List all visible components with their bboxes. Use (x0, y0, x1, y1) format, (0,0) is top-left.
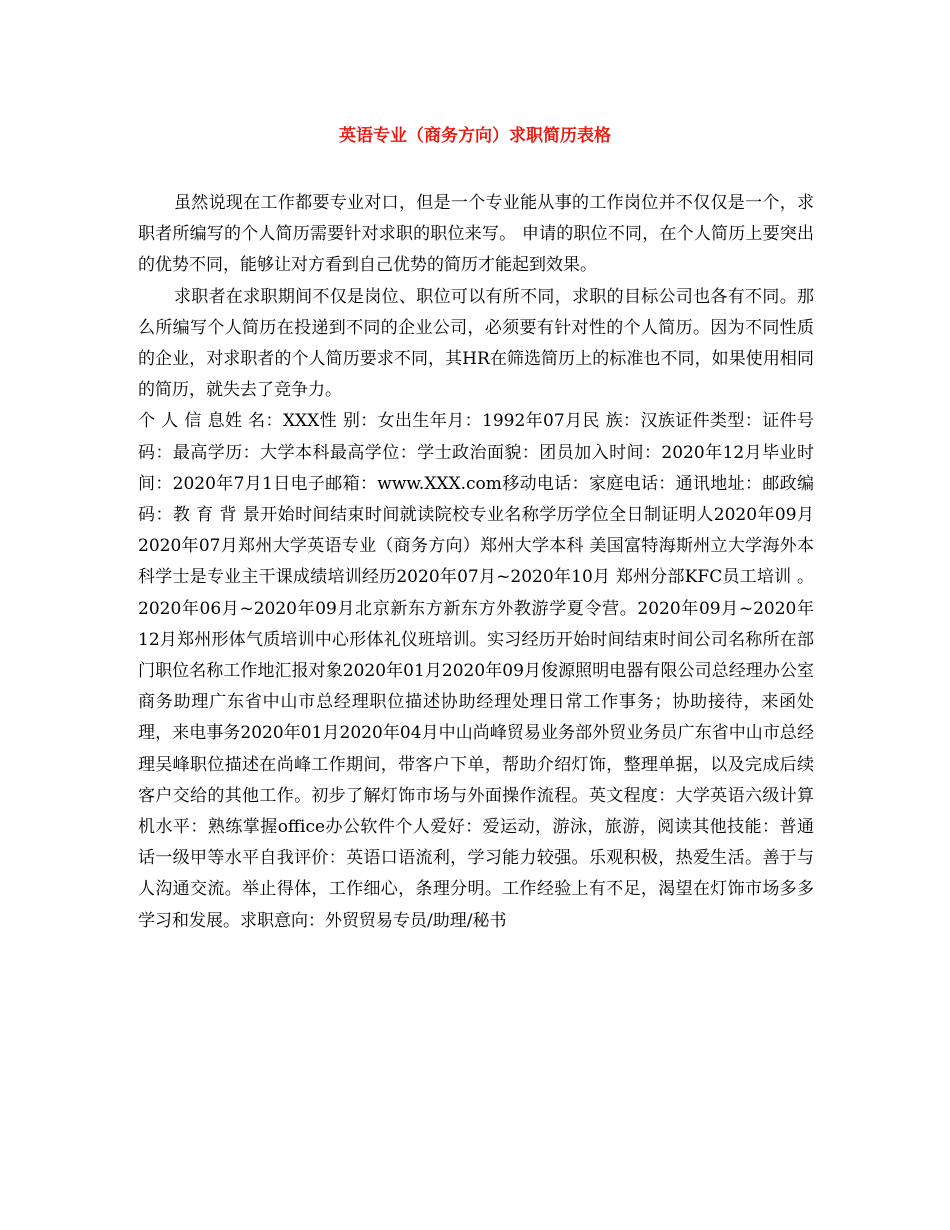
document-title: 英语专业（商务方向）求职简历表格 (339, 126, 611, 146)
intro-paragraph-1: 虽然说现在工作都要专业对口，但是一个专业能从事的工作岗位并不仅仅是一个，求职者所编写的个人简历需要针对求职的职位来写。 申请的职位不同，在个人简历上要突出的优势不同，能够让对方看到自己优势的简历才能起到效果。 (138, 193, 814, 276)
resume-content-paragraph: 个 人 信 息姓 名：XXX性 别：女出生年月：1992年07月民 族：汉族证件类型：证件号码：最高学历：大学本科最高学位：学士政治面貌：团员加入时间：2020年12月毕业时间：2020年7月1日电子邮箱：www.XXX.com移动电话：家庭电话：通讯地址：邮政编码：教 育 背 景开始时间结束时间就读院校专业名称学历学位全日制证明人2020年09月2020年07月郑州大学英语专业（商务方向）郑州大学本科 美国富特海斯州立大学海外本科学士是专业主干课成绩培训经历2020年07月~2020年10月 郑州分部KFC员工培训 。2020年06月~2020年09月北京新东方新东方外教游学夏令营。2020年09月~2020年12月郑州形体气质培训中心形体礼仪班培训。实习经历开始时间结束时间公司名称所在部门职位名称工作地汇报对象2020年01月2020年09月俊源照明电器有限公司总经理办公室商务助理广东省中山市总经理职位描述协助经理处理日常工作事务；协助接待，来函处理，来电事务2020年01月2020年04月中山尚峰贸易业务部外贸业务员广东省中山市总经理吴峰职位描述在尚峰工作期间，带客户下单，帮助介绍灯饰，整理单据，以及完成后续客户交给的其他工作。初步了解灯饰市场与外面操作流程。英文程度：大学英语六级计算机水平：熟练掌握office办公软件个人爱好：爱运动，游泳，旅游，阅读其他技能：普通话一级甲等水平自我评价：英语口语流利，学习能力较强。乐观积极，热爱生活。善于与人沟通交流。举止得体，工作细心，条理分明。工作经验上有不足，渴望在灯饰市场多多学习和发展。求职意向：外贸贸易专员/助理/秘书 (138, 411, 814, 931)
intro-paragraph-2: 求职者在求职期间不仅是岗位、职位可以有所不同，求职的目标公司也各有不同。那么所编写个人简历在投递到不同的企业公司，必须要有针对性的个人简历。因为不同性质的企业，对求职者的个人简历要求不同，其HR在筛选简历上的标准也不同，如果使用相同的简历，就失去了竞争力。 (138, 286, 814, 401)
document-body (138, 188, 814, 937)
